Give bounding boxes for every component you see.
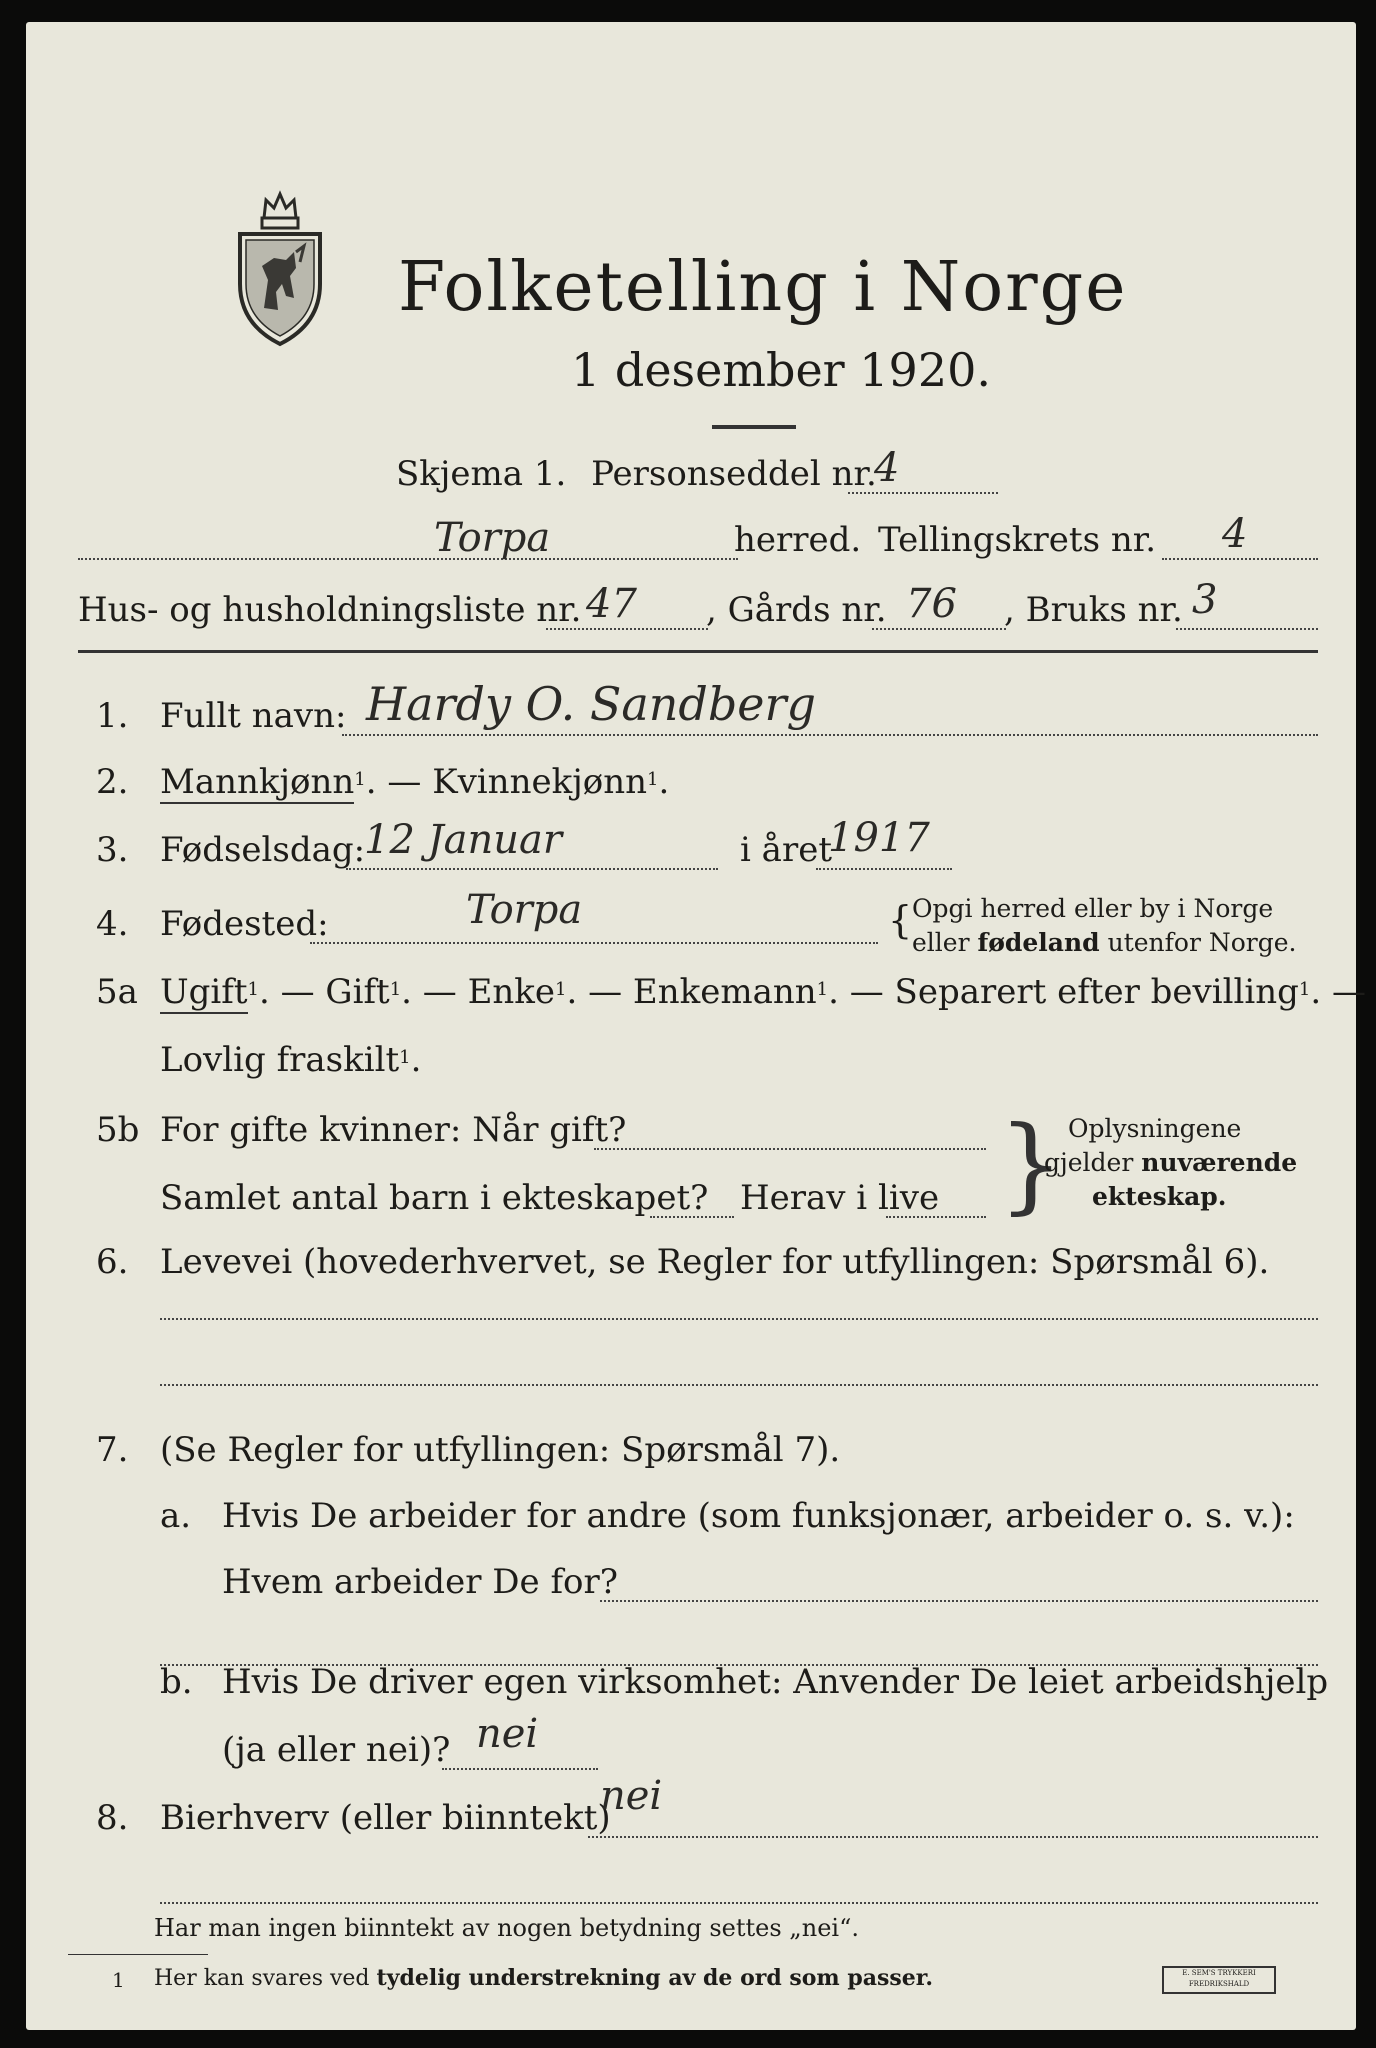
printer-stamp: E. SEM'S TRYKKERI FREDRIKSHALD <box>1162 1966 1276 1994</box>
q5b-note-3: ekteskap. <box>1092 1182 1227 1211</box>
q3-year-value: 1917 <box>828 815 930 861</box>
personseddel-line <box>848 492 998 494</box>
q4-value: Torpa <box>466 887 583 933</box>
q5a-options: Ugift$^1$. — Gift$^1$. — Enke$^1$. — Enkemann$^1$. — Separert efter bevilling$^1$. — <box>160 972 1366 1012</box>
q1-number: 1. <box>96 696 129 736</box>
q1-value: Hardy O. Sandberg <box>366 677 816 731</box>
tellingskrets-label: Tellingskrets nr. <box>878 520 1157 560</box>
q7-number: 7. <box>96 1430 129 1470</box>
q5b-label-3: Herav i live <box>740 1178 940 1218</box>
tellingskrets-line <box>1162 558 1318 560</box>
q3-number: 3. <box>96 830 129 870</box>
footnote-number: 1 <box>112 1968 125 1992</box>
coat-of-arms-icon <box>234 188 326 348</box>
census-form <box>26 22 1366 2030</box>
herred-label: herred. <box>734 520 862 560</box>
q7-label: (Se Regler for utfyllingen: Spørsmål 7). <box>160 1430 841 1470</box>
q3-line <box>346 868 718 870</box>
nei-note: Har man ingen biinntekt av nogen betydning settes „nei“. <box>154 1914 859 1942</box>
q5b-label-2: Samlet antal barn i ekteskapet? <box>160 1178 709 1218</box>
q7a-line-1 <box>600 1600 1318 1602</box>
q4-note-2: eller fødeland utenfor Norge. <box>912 928 1297 957</box>
personseddel-value: 4 <box>874 445 900 491</box>
gards-label: , Gårds nr. <box>706 590 887 630</box>
q2-number: 2. <box>96 762 129 802</box>
tellingskrets-value: 4 <box>1222 511 1248 557</box>
q7b-text: Hvis De driver egen virksomhet: Anvender De leiet arbeidshjelp <box>222 1662 1329 1702</box>
header-divider <box>78 650 1318 653</box>
q7a-question: Hvem arbeider De for? <box>222 1562 618 1602</box>
herred-line <box>78 558 738 560</box>
footnote-text: Her kan svares ved tydelig understrekning av de ord som passer. <box>154 1965 934 1991</box>
q4-label: Fødested: <box>160 904 329 944</box>
q2-male[interactable]: Mannkjønn <box>160 762 355 802</box>
q3-year-line <box>816 868 952 870</box>
q5b-note-1: Oplysningene <box>1068 1114 1242 1143</box>
gards-line <box>872 628 1006 630</box>
q6-line-2 <box>160 1384 1318 1386</box>
gards-value: 76 <box>906 581 957 627</box>
q7b-question: (ja eller nei)? <box>222 1730 451 1770</box>
q7a-number: a. <box>160 1496 192 1536</box>
q3-year-label: i året <box>740 830 832 870</box>
herred-value: Torpa <box>434 515 551 561</box>
q5a-number: 5a <box>96 972 138 1012</box>
q4-number: 4. <box>96 904 129 944</box>
bruks-value: 3 <box>1192 577 1218 623</box>
q8-value: nei <box>600 1773 663 1819</box>
herred-label-group <box>734 520 1156 560</box>
q8-line-1 <box>588 1836 1318 1838</box>
q4-note-1: Opgi herred eller by i Norge <box>912 894 1274 923</box>
q1-line <box>342 734 1318 736</box>
bruks-line <box>1176 628 1318 630</box>
hus-line <box>546 628 708 630</box>
q5b-label-1: For gifte kvinner: Når gift? <box>160 1110 627 1150</box>
q5b-line-2 <box>650 1216 734 1218</box>
q2-female[interactable]: Kvinnekjønn <box>432 762 647 802</box>
q1-label: Fullt navn: <box>160 696 347 736</box>
q7b-value: nei <box>476 1711 539 1757</box>
q6-number: 6. <box>96 1242 129 1282</box>
schema-number: Skjema 1. <box>396 454 567 494</box>
q7b-line <box>442 1768 598 1770</box>
q5b-number: 5b <box>96 1110 140 1150</box>
q5b-brace: } <box>998 1103 1065 1225</box>
q4-line <box>310 942 878 944</box>
q7a-text: Hvis De arbeider for andre (som funksjonær, arbeider o. s. v.): <box>222 1496 1295 1536</box>
q5b-line-1 <box>594 1148 986 1150</box>
bruks-label: , Bruks nr. <box>1004 590 1183 630</box>
q5a-enkemann[interactable]: . — Enkemann <box>566 972 817 1012</box>
hus-value: 47 <box>586 581 637 627</box>
q8-line-2 <box>160 1902 1318 1904</box>
q7b-number: b. <box>160 1662 193 1702</box>
q6-label: Levevei (hovederhvervet, se Regler for utfyllingen: Spørsmål 6). <box>160 1242 1270 1282</box>
q8-number: 8. <box>96 1798 129 1838</box>
q3-label: Fødselsdag: <box>160 830 366 870</box>
q5a-enke[interactable]: . — Enke <box>401 972 556 1012</box>
hus-label: Hus- og husholdningsliste nr. <box>78 590 582 630</box>
q5a-gift[interactable]: . — Gift <box>259 972 390 1012</box>
q5a-separert[interactable]: . — Separert efter bevilling <box>828 972 1299 1012</box>
q5a-ugift[interactable]: Ugift <box>160 972 248 1012</box>
form-date: 1 desember 1920. <box>571 343 991 397</box>
q8-label: Bierhverv (eller biinntekt) <box>160 1798 611 1838</box>
form-title: Folketelling i Norge <box>398 248 1128 327</box>
personseddel-label: Personseddel nr. <box>591 454 877 494</box>
q2-sep: . — <box>365 762 433 802</box>
q2-options: Mannkjønn$^1$. — Kvinnekjønn$^1$. <box>160 762 670 802</box>
q3-value: 12 Januar <box>364 817 562 863</box>
q5a-fraskilt[interactable]: Lovlig fraskilt$^1$. <box>160 1040 422 1080</box>
footnote-divider <box>68 1954 208 1955</box>
q5b-note-2: gjelder nuværende <box>1044 1148 1298 1177</box>
q4-brace: { <box>888 898 913 942</box>
schema-label <box>396 454 877 494</box>
title-divider <box>712 425 796 429</box>
q6-line-1 <box>160 1318 1318 1320</box>
q5b-line-3 <box>886 1216 986 1218</box>
